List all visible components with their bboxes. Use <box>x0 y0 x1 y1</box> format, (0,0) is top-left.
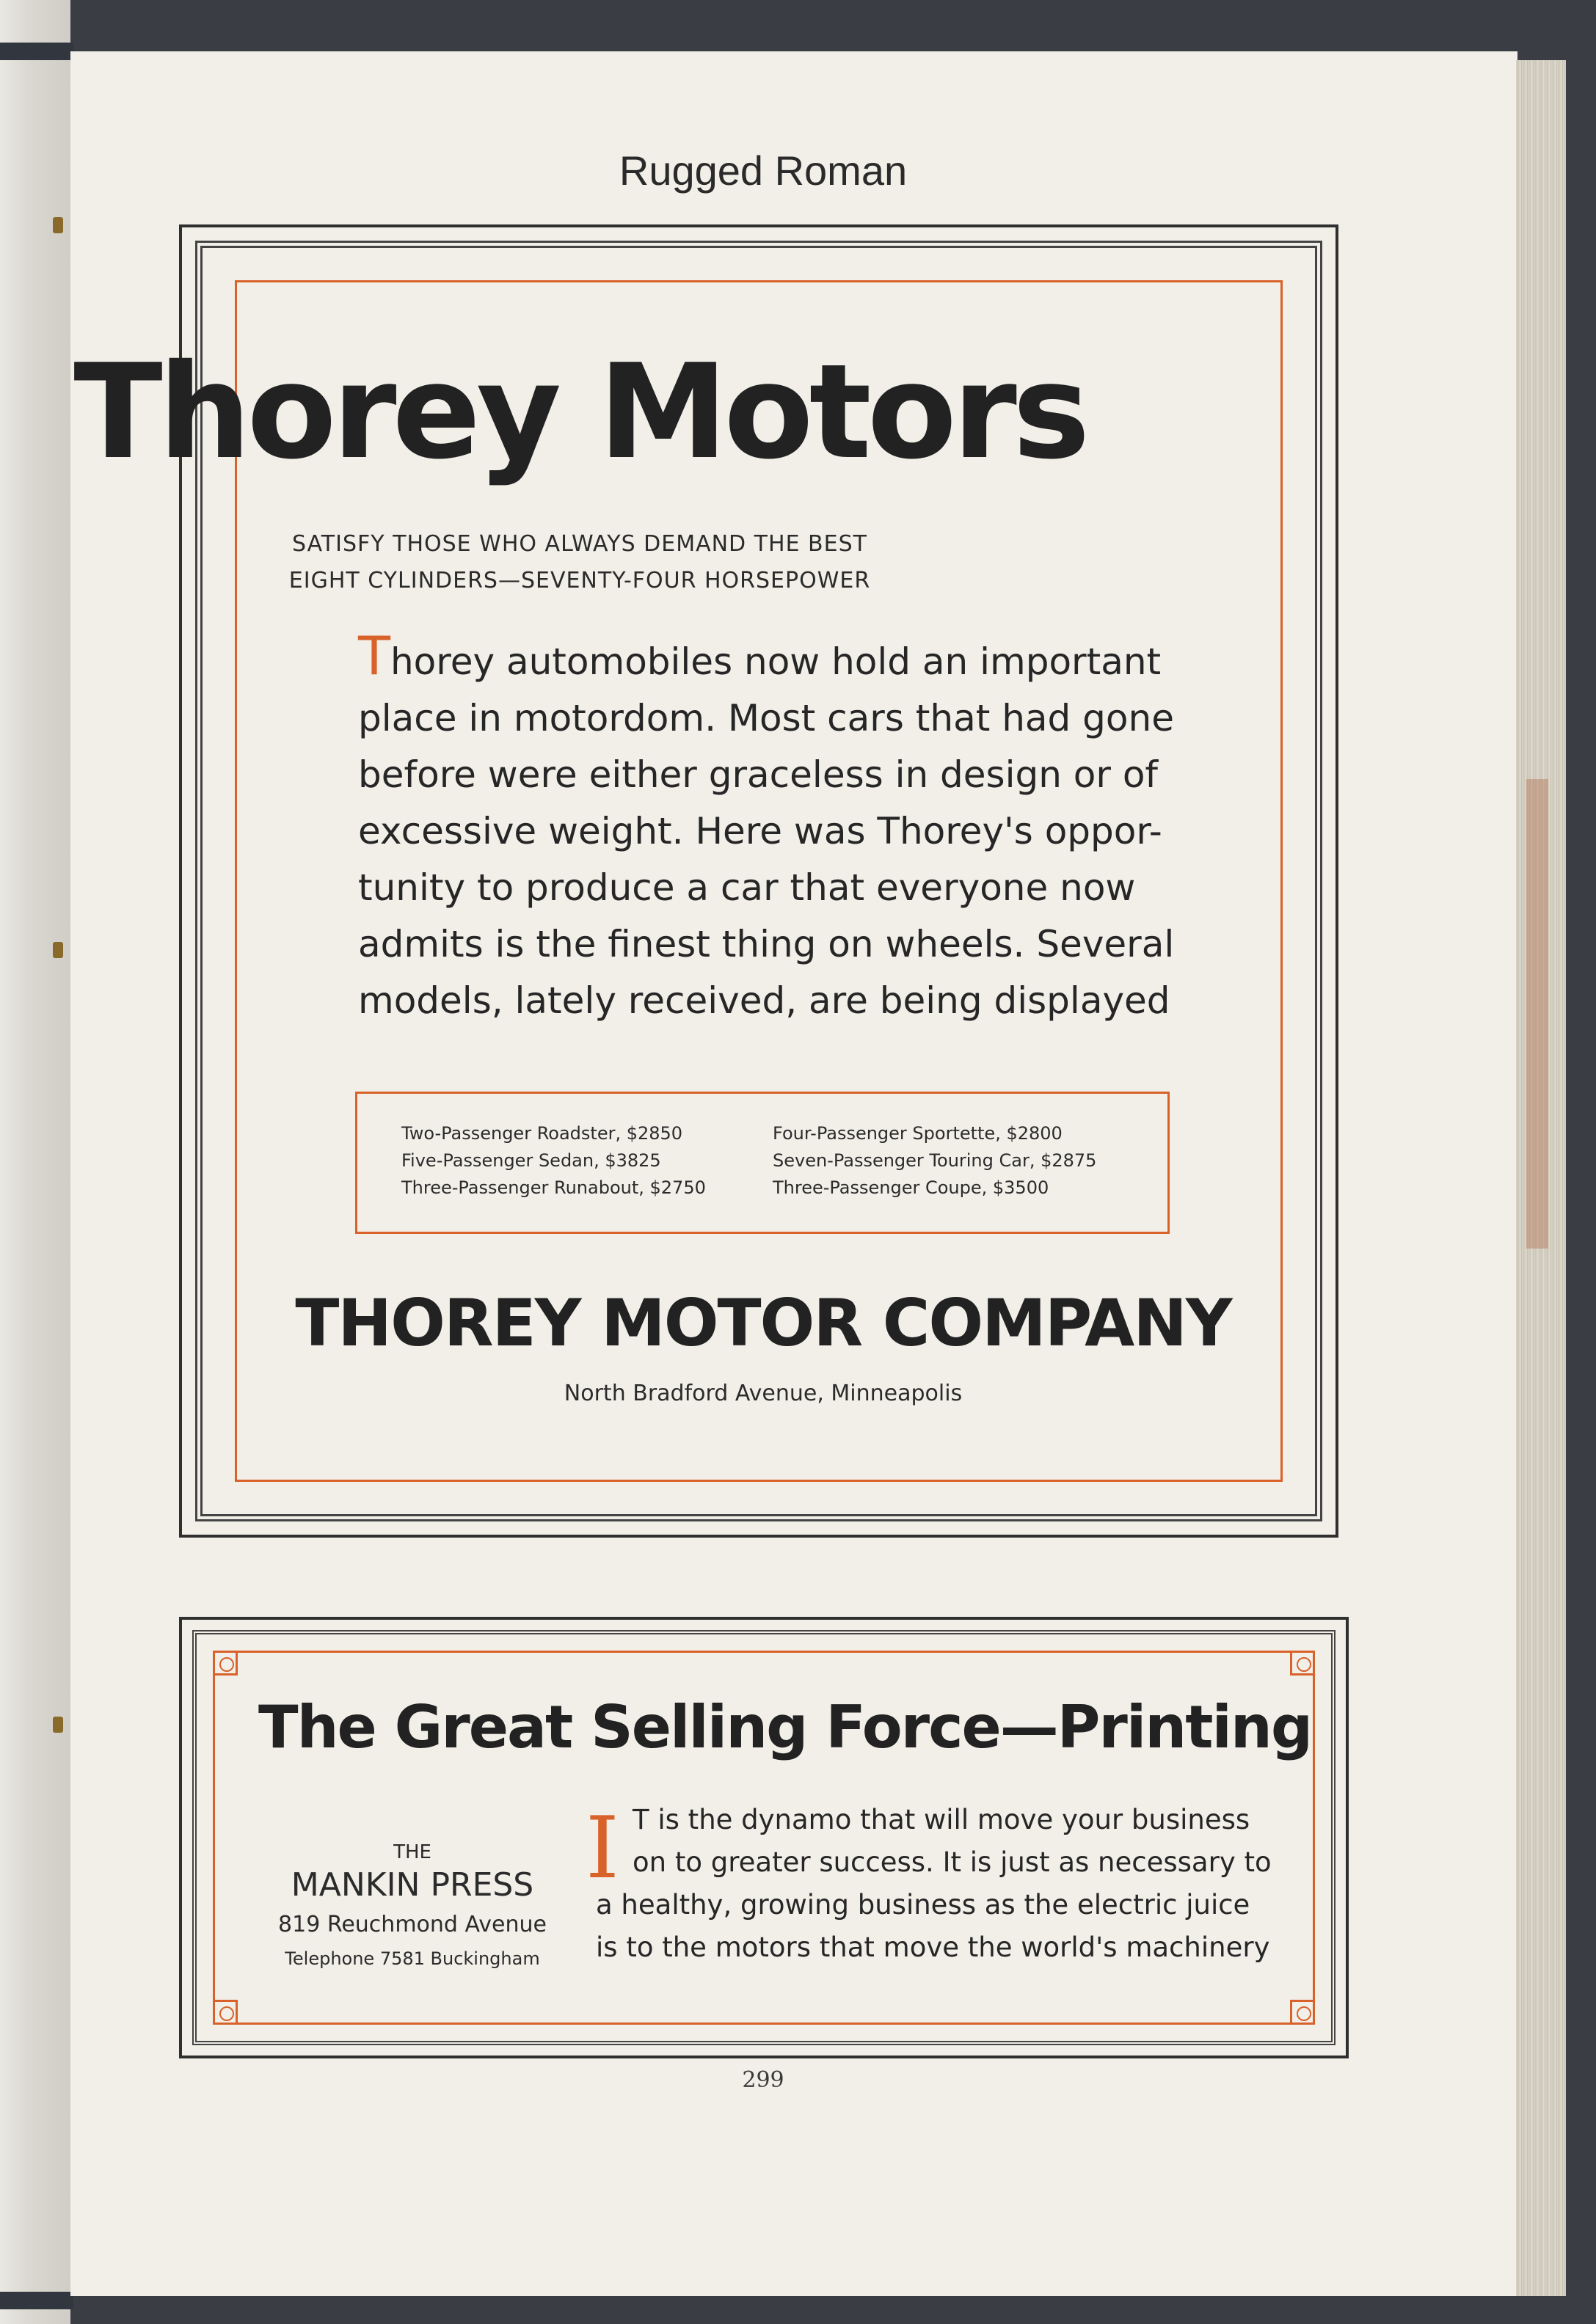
ad-subtitle-line: EIGHT CYLINDERS—SEVENTY-FOUR HORSEPOWER <box>288 568 871 593</box>
drop-cap: T <box>358 625 390 687</box>
ad-headline: Thorey Motors <box>73 336 1086 488</box>
model-price: Five-Passenger Sedan, $3825 <box>401 1150 661 1171</box>
printing-ad-body <box>596 1799 1271 1969</box>
models-column-left <box>401 1120 706 1202</box>
corner-ornament-icon <box>213 2000 238 2025</box>
model-price: Seven-Passenger Touring Car, $2875 <box>773 1150 1097 1171</box>
spine-band-top <box>0 43 73 60</box>
ad-body-copy <box>358 625 1195 1029</box>
body-line: on to greater success. It is just as necessary to <box>633 1846 1272 1878</box>
edge-stain <box>1526 779 1548 1249</box>
corner-ornament-icon <box>213 1651 238 1676</box>
body-line: is to the motors that move the world's machinery <box>596 1932 1270 1963</box>
corner-ornament-icon <box>1290 1651 1315 1676</box>
spine-band-bottom <box>0 2292 73 2309</box>
body-line: T is the dynamo that will move your business <box>633 1804 1250 1835</box>
body-line: tunity to produce a car that everyone now <box>358 866 1136 909</box>
models-price-box <box>355 1092 1170 1234</box>
press-telephone: Telephone 7581 Buckingham <box>285 1948 540 1969</box>
body-line: excessive weight. Here was Thorey's oppor- <box>358 810 1162 852</box>
drop-cap: I <box>586 1799 619 1898</box>
corner-ornament-icon <box>1290 2000 1315 2025</box>
body-line: before were either graceless in design or of <box>358 753 1159 796</box>
body-line: Thorey automobiles now hold an important <box>358 625 1162 687</box>
ad-subtitle-line: SATISFY THOSE WHO ALWAYS DEMAND THE BEST <box>292 531 867 557</box>
printing-ad-headline: The Great Selling Force—Printing <box>258 1693 1312 1761</box>
press-name: MANKIN PRESS <box>291 1866 534 1904</box>
binding-mark <box>53 1717 63 1733</box>
page-number: 299 <box>742 2067 784 2093</box>
binding-mark <box>53 217 63 233</box>
body-line: a healthy, growing business as the electric juice <box>596 1889 1250 1921</box>
body-line: models, lately received, are being displayed <box>358 979 1170 1022</box>
models-column-right <box>773 1120 1096 1202</box>
company-address: North Bradford Avenue, Minneapolis <box>564 1381 963 1406</box>
model-price: Three-Passenger Runabout, $2750 <box>401 1177 706 1198</box>
model-price: Three-Passenger Coupe, $3500 <box>773 1177 1049 1198</box>
running-head: Rugged Roman <box>619 147 908 194</box>
model-price: Four-Passenger Sportette, $2800 <box>773 1123 1063 1144</box>
body-line: place in motordom. Most cars that had gone <box>358 697 1174 739</box>
model-price: Two-Passenger Roadster, $2850 <box>401 1123 683 1144</box>
binding-mark <box>53 942 63 958</box>
company-name: THOREY MOTOR COMPANY <box>295 1285 1231 1361</box>
press-address: 819 Reuchmond Avenue <box>278 1912 547 1937</box>
body-line: admits is the finest thing on wheels. Several <box>358 923 1175 965</box>
page-fore-edge <box>1516 60 1566 2296</box>
press-article: THE <box>393 1841 431 1863</box>
